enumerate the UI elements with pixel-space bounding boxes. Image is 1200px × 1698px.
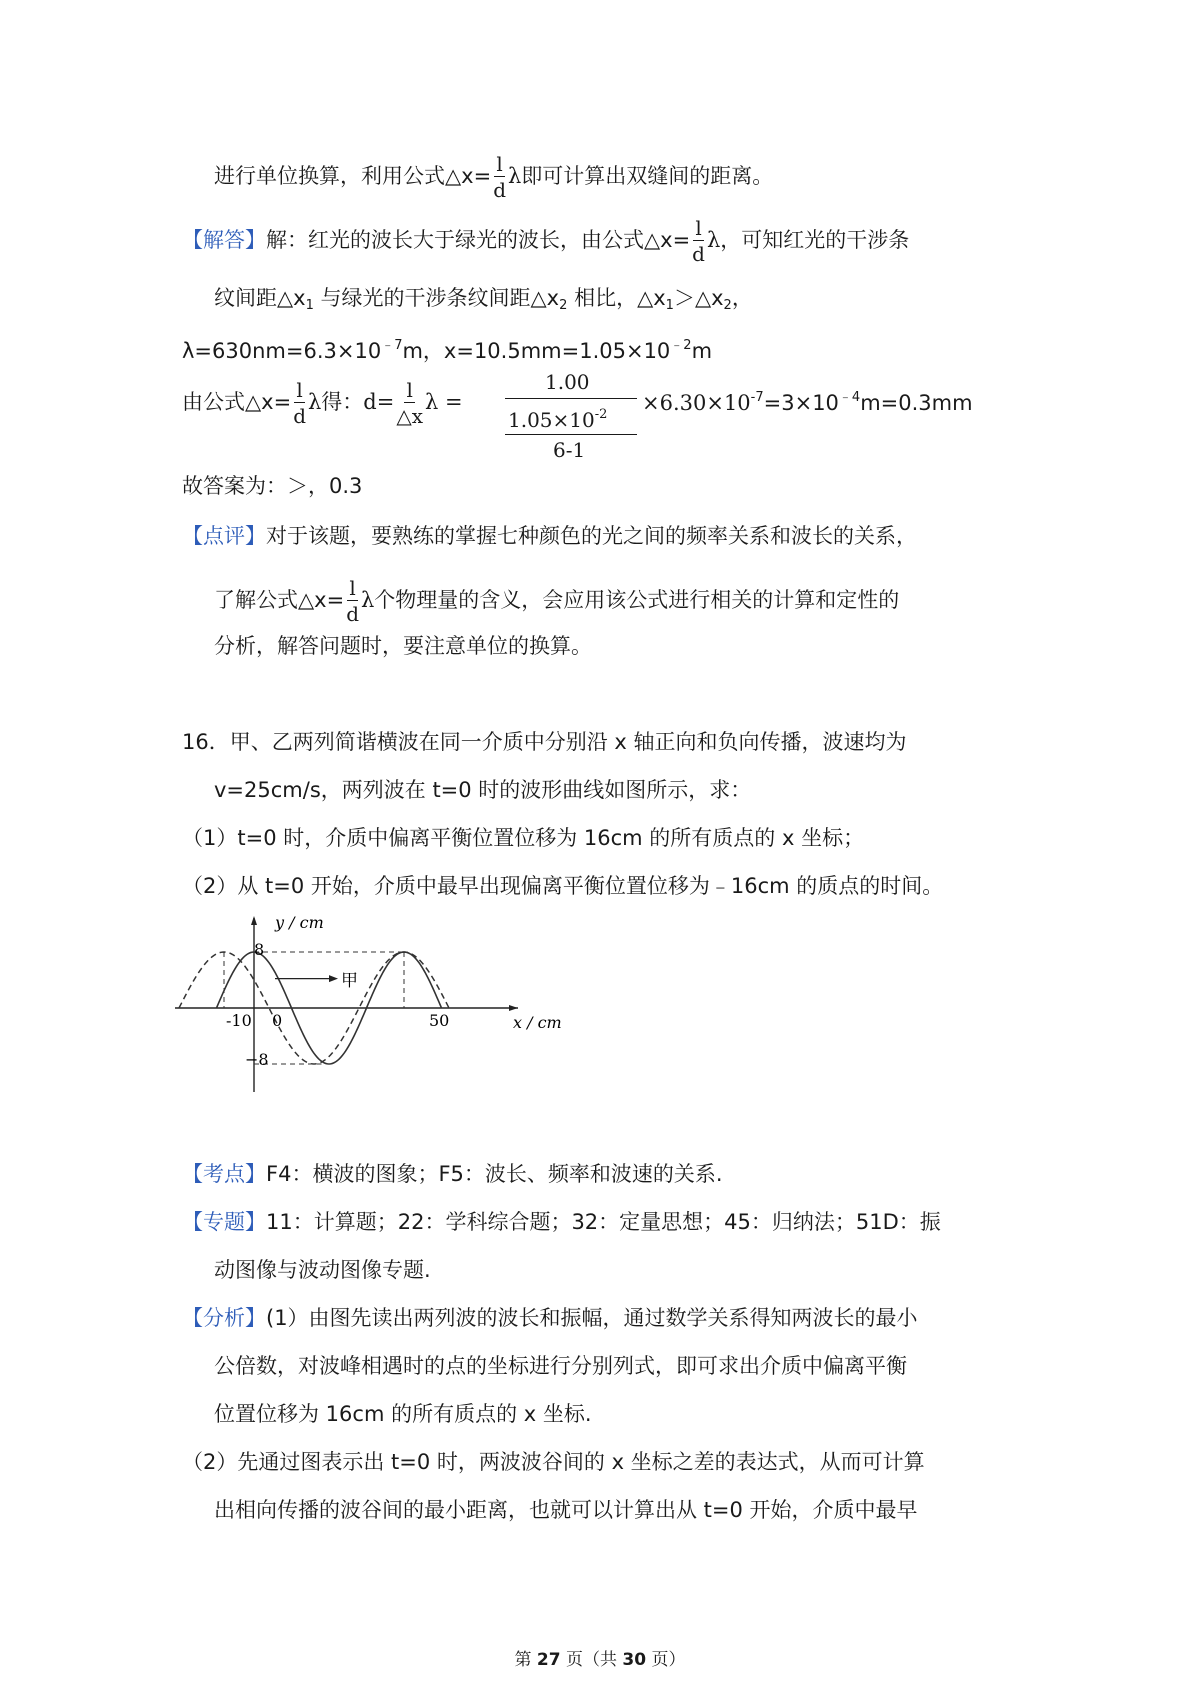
q16-line-2: v=25cm/s，两列波在 t=0 时的波形曲线如图所示，求：	[214, 778, 752, 802]
page-number: 27	[536, 1650, 561, 1670]
q16-line-1: 16．甲、乙两列简谐横波在同一介质中分别沿 x 轴正向和负向传播，波速均为	[182, 730, 907, 754]
page-footer: 第 27 页（共 30 页）	[514, 1650, 686, 1670]
y-tick-neg8: −8	[245, 1050, 269, 1069]
x-tick-50: 50	[429, 1011, 450, 1030]
y-axis-arrow	[251, 916, 257, 925]
big-fraction-sub-numerator: $1.05\times 10^{-2}$	[508, 407, 608, 432]
fenxi-line-5: 出相向传播的波谷间的最小距离，也就可以计算出从 t=0 开始，介质中最早	[214, 1498, 918, 1522]
x-axis-arrow	[509, 1005, 518, 1011]
formula-fraction: $\frac{l}{d}$	[493, 152, 506, 202]
wave-graph	[175, 912, 575, 1102]
answer-formula-result: $\times 6.30\times 10^{-7}=3\times 10^{﹣4}m=0.3mm$	[642, 390, 973, 415]
review-line-2: 了解公式△x= $\frac{l}{d}$ λ个物理量的含义，会应用该公式进行相关的计算和定性的	[214, 576, 900, 626]
kaodian-line: 【考点】F4：横波的图象；F5：波长、频率和波速的关系.	[182, 1162, 723, 1186]
zhuanti-line-1: 【专题】11：计算题；22：学科综合题；32：定量思想；45：归纳法；51D：振	[182, 1210, 941, 1234]
answer-formula-line: 由公式△x= $\frac{l}{d}$ λ得：d= $\frac{l}{\triangle x}$ λ =	[182, 378, 463, 428]
analysis-continued-line: 进行单位换算，利用公式△x= $\frac{l}{d}$ λ即可计算出双缝间的距离。	[214, 152, 774, 202]
x-axis-label: x / cm	[513, 1013, 562, 1032]
fenxi-line-4: （2）先通过图表示出 t=0 时，两波波谷间的 x 坐标之差的表达式，从而可计算	[182, 1450, 925, 1474]
q16-line-4: （2）从 t=0 开始，介质中最早出现偏离平衡位置位移为﹣16cm 的质点的时间。	[182, 874, 944, 898]
formula-fraction-dx: $\frac{l}{\triangle x}$	[396, 378, 424, 428]
answer-line-2: 纹间距$\triangle x_1$ 与绿光的干涉条纹间距$\triangle x_2$ 相比，$\triangle x_1>\triangle x_2$，	[214, 286, 753, 313]
kaodian-tag: 【考点】	[182, 1162, 266, 1186]
q16-line-3: （1）t=0 时，介质中偏离平衡位置位移为 16cm 的所有质点的 x 坐标；	[182, 826, 865, 850]
direction-arrow-head	[329, 975, 338, 982]
x-tick-0: 0	[272, 1011, 283, 1030]
formula-fraction: $\frac{l}{d}$	[346, 576, 359, 626]
answer-line-1: 【解答】解：红光的波长大于绿光的波长，由公式△x= $\frac{l}{d}$ λ，可知红光的干涉条	[182, 216, 910, 266]
y-axis-label: y / cm	[275, 913, 324, 932]
big-fraction-sub-denominator: 6-1	[553, 438, 586, 462]
answer-result: 故答案为：＞，0.3	[182, 474, 363, 498]
big-fraction-sub-bar	[505, 434, 637, 435]
review-tag: 【点评】	[182, 524, 266, 548]
fenxi-line-3: 位置位移为 16cm 的所有质点的 x 坐标.	[214, 1402, 592, 1426]
zhuanti-line-2: 动图像与波动图像专题.	[214, 1258, 431, 1282]
formula-fraction: $\frac{l}{d}$	[692, 216, 705, 266]
review-line-1: 【点评】对于该题，要熟练的掌握七种颜色的光之间的频率关系和波长的关系，	[182, 524, 917, 548]
fenxi-tag: 【分析】	[182, 1306, 266, 1330]
big-fraction-numerator: 1.00	[545, 370, 590, 394]
review-line-3: 分析，解答问题时，要注意单位的换算。	[214, 634, 592, 658]
fenxi-line-1: 【分析】(1）由图先读出两列波的波长和振幅，通过数学关系得知两波长的最小	[182, 1306, 918, 1330]
fenxi-line-2: 公倍数，对波峰相遇时的点的坐标进行分别列式，即可求出介质中偏离平衡	[214, 1354, 907, 1378]
y-tick-8: 8	[254, 940, 265, 959]
wave-label-jia: 甲	[341, 971, 358, 991]
answer-tag: 【解答】	[182, 228, 266, 252]
answer-line-3: $\lambda=630nm=6.3\times 10^{﹣7}m$，$x=10.5mm=1.05\times 10^{﹣2}m$	[182, 338, 713, 363]
zhuanti-tag: 【专题】	[182, 1210, 266, 1234]
x-tick-neg10: -10	[226, 1011, 252, 1030]
big-fraction-bar	[505, 398, 637, 399]
page-total: 30	[622, 1650, 647, 1670]
formula-fraction: $\frac{l}{d}$	[293, 378, 306, 428]
